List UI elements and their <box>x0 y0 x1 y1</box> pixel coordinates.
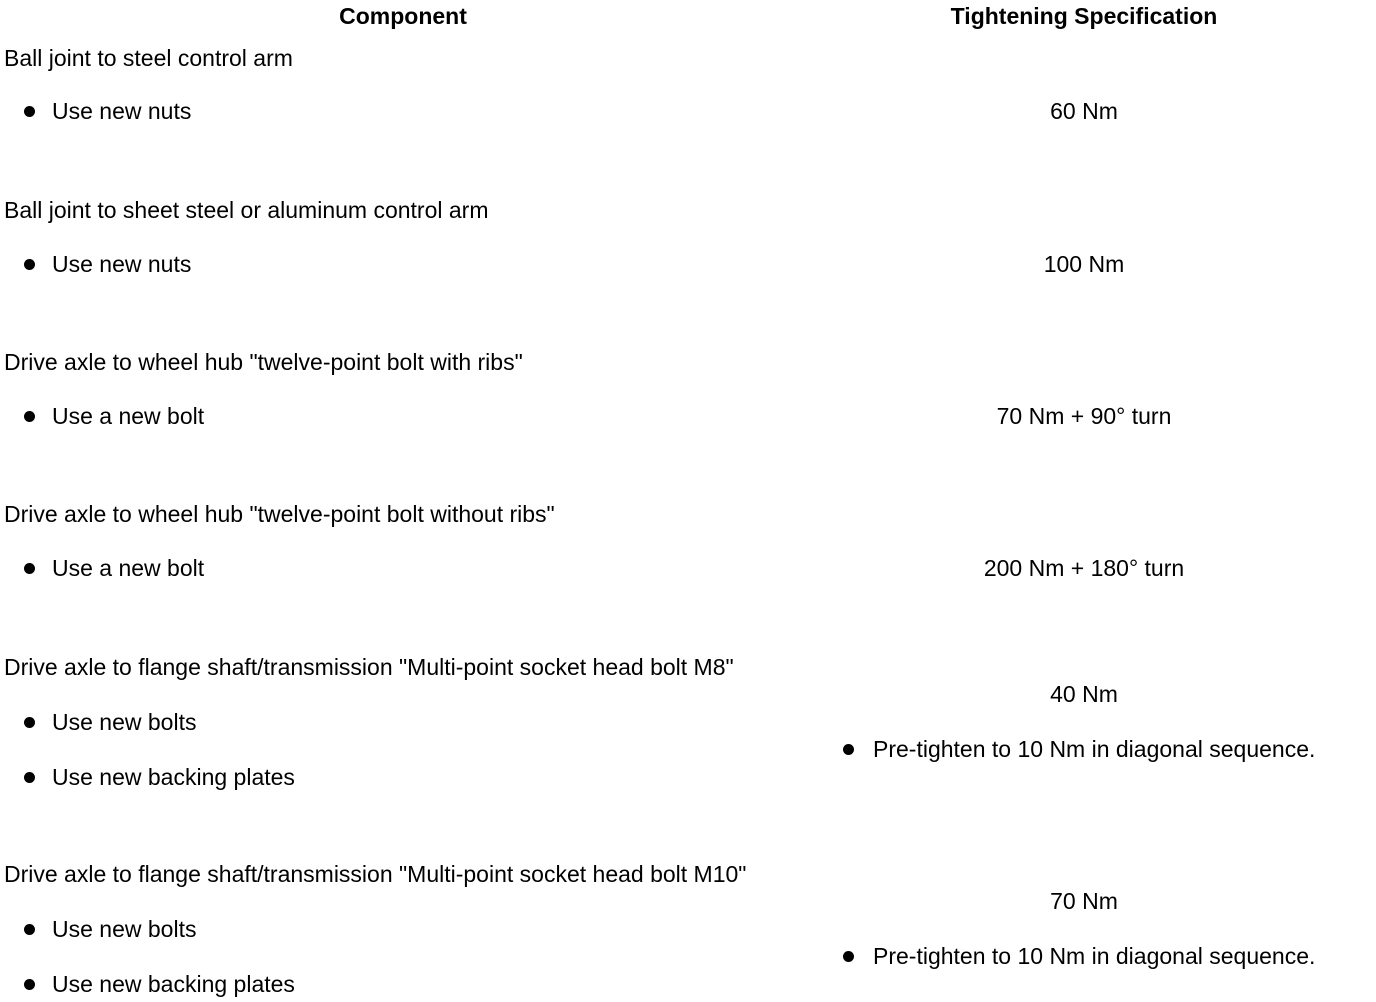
section-title: Drive axle to flange shaft/transmission "Multi-point socket head bolt M8" <box>4 654 734 680</box>
spec-bullet-item <box>843 736 1315 762</box>
component-bullet-item <box>24 98 191 124</box>
component-bullet-label: Use new nuts <box>52 251 192 277</box>
bullet-icon <box>24 563 35 574</box>
bullet-icon <box>24 717 35 728</box>
section-title: Drive axle to wheel hub "twelve-point bolt without ribs" <box>4 501 555 527</box>
bullet-icon <box>24 979 35 990</box>
spec-value: 60 Nm <box>1050 98 1118 124</box>
component-bullet-label: Use a new bolt <box>52 555 205 581</box>
component-bullet-label: Use new backing plates <box>52 971 295 997</box>
component-bullet-label: Use new bolts <box>52 916 197 942</box>
component-bullet-label: Use new backing plates <box>52 764 295 790</box>
section-title: Drive axle to wheel hub "twelve-point bolt with ribs" <box>4 349 523 375</box>
spec-value: 70 Nm + 90° turn <box>996 403 1172 429</box>
bullet-icon <box>24 106 35 117</box>
bullet-icon <box>24 924 35 935</box>
component-bullet-item <box>24 555 204 581</box>
spec-value: 70 Nm <box>1050 888 1118 914</box>
section-title: Ball joint to steel control arm <box>4 45 293 71</box>
component-bullet-label: Use new bolts <box>52 709 197 735</box>
spec-bullet-label: Pre-tighten to 10 Nm in diagonal sequence. <box>873 943 1316 969</box>
spec-value: 40 Nm <box>1050 681 1118 707</box>
component-bullet-label: Use a new bolt <box>52 403 205 429</box>
bullet-icon <box>843 951 854 962</box>
column-header-component: Component <box>339 3 467 29</box>
spec-value: 200 Nm + 180° turn <box>983 555 1185 581</box>
component-bullet-item <box>24 916 196 942</box>
section-title: Drive axle to flange shaft/transmission "Multi-point socket head bolt M10" <box>4 861 747 887</box>
component-bullet-item <box>24 251 191 277</box>
spec-value: 100 Nm <box>1043 251 1125 277</box>
component-bullet-label: Use new nuts <box>52 98 192 124</box>
bullet-icon <box>24 259 35 270</box>
section-title: Ball joint to sheet steel or aluminum control arm <box>4 197 489 223</box>
component-bullet-item <box>24 709 196 735</box>
component-bullet-item <box>24 403 204 429</box>
component-bullet-item <box>24 971 295 997</box>
bullet-icon <box>24 772 35 783</box>
spec-bullet-item <box>843 943 1315 969</box>
column-header-tightening-specification: Tightening Specification <box>950 3 1218 29</box>
bullet-icon <box>24 411 35 422</box>
bullet-icon <box>843 744 854 755</box>
spec-bullet-label: Pre-tighten to 10 Nm in diagonal sequence. <box>873 736 1316 762</box>
component-bullet-item <box>24 764 295 790</box>
